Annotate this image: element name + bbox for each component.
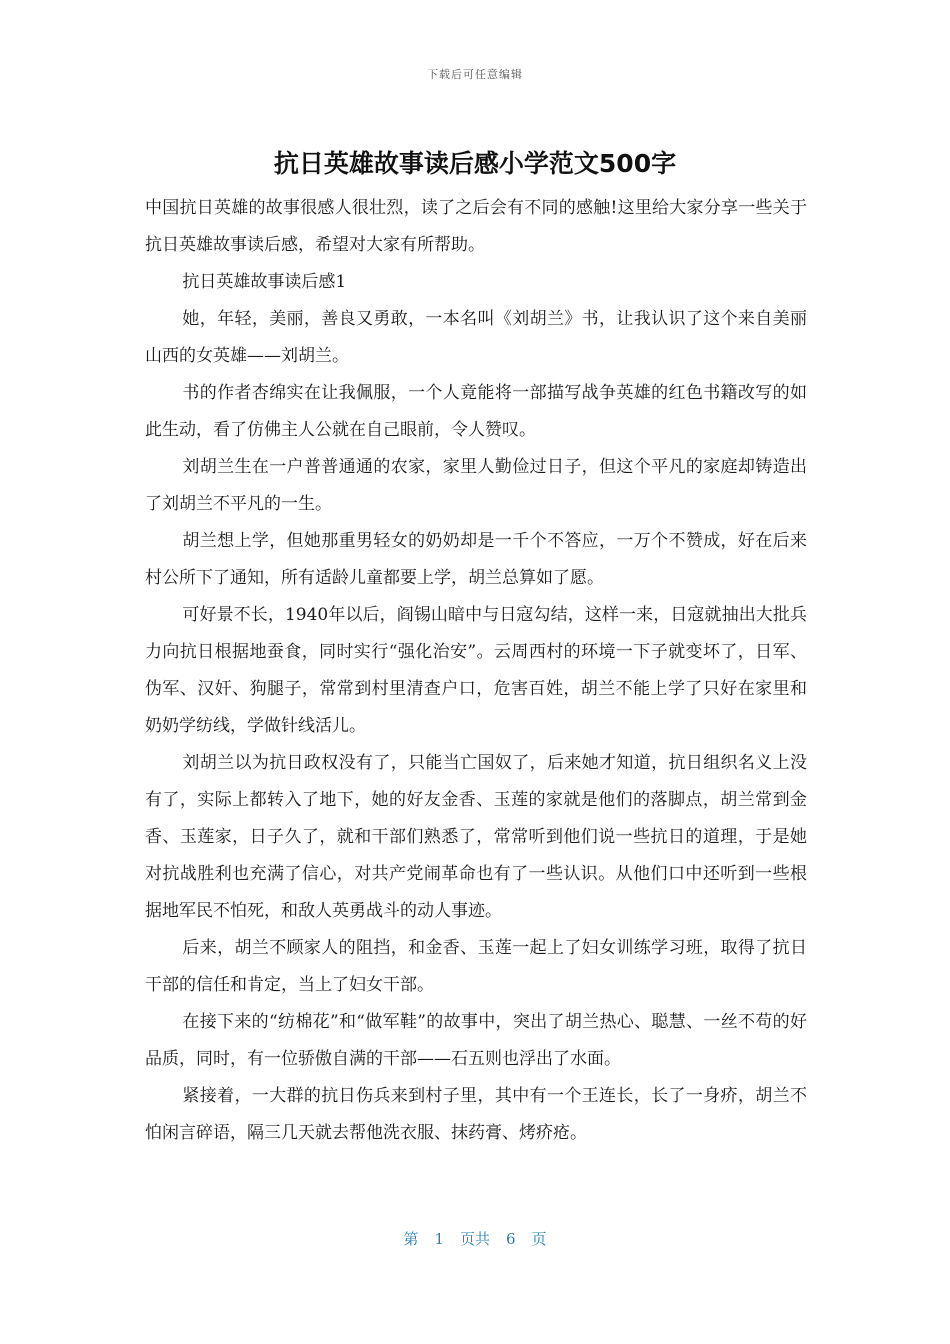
body-paragraph: 刘胡兰以为抗日政权没有了，只能当亡国奴了，后来她才知道，抗日组织名义上没有了，实际上都转入了地下，她的好友金香、玉莲的家就是他们的落脚点，胡兰常到金香、玉莲家，日子久了，就和干部们熟悉了，常常听到他们说一些抗日的道理，于是她对抗战胜利也充满了信心，对共产党闹革命也有了一些认识。从他们口中还听到一些根据地军民不怕死，和敌人英勇战斗的动人事迹。 <box>145 753 807 921</box>
document-body <box>145 190 807 1152</box>
body-paragraph: 后来，胡兰不顾家人的阻挡，和金香、玉莲一起上了妇女训练学习班，取得了抗日干部的信任和肯定，当上了妇女干部。 <box>145 938 807 995</box>
page-footer <box>0 1228 950 1249</box>
body-paragraph: 她，年轻，美丽，善良又勇敢，一本名叫《刘胡兰》书，让我认识了这个来自美丽山西的女英雄——刘胡兰。 <box>145 309 807 366</box>
intro-paragraph: 中国抗日英雄的故事很感人很壮烈，读了之后会有不同的感触!这里给大家分享一些关于抗日英雄故事读后感，希望对大家有所帮助。 <box>145 198 807 255</box>
header-note: 下载后可任意编辑 <box>427 68 523 81</box>
page-suffix: 页 <box>531 1230 547 1248</box>
body-paragraph: 可好景不长，1940年以后，阎锡山暗中与日寇勾结，这样一来，日寇就抽出大批兵力向抗日根据地蚕食，同时实行“强化治安”。云周西村的环境一下子就变坏了，日军、伪军、汉奸、狗腿子，常常到村里清查户口，危害百姓，胡兰不能上学了只好在家里和奶奶学纺线，学做针线活儿。 <box>145 605 807 736</box>
section-heading: 抗日英雄故事读后感1 <box>182 272 347 292</box>
document-title: 抗日英雄故事读后感小学范文500字 <box>273 149 677 178</box>
body-paragraph: 胡兰想上学，但她那重男轻女的奶奶却是一千个不答应，一万个不赞成，好在后来村公所下了通知，所有适龄儿童都要上学，胡兰总算如了愿。 <box>145 531 807 588</box>
body-paragraph: 紧接着，一大群的抗日伤兵来到村子里，其中有一个王连长，长了一身疥，胡兰不怕闲言碎语，隔三几天就去帮他洗衣服、抹药膏、烤疥疮。 <box>145 1086 807 1143</box>
page-total: 6 <box>506 1230 516 1248</box>
body-paragraph: 刘胡兰生在一户普普通通的农家，家里人勤俭过日子，但这个平凡的家庭却铸造出了刘胡兰不平凡的一生。 <box>145 457 807 514</box>
body-paragraph: 在接下来的“纺棉花”和“做军鞋”的故事中，突出了胡兰热心、聪慧、一丝不苟的好品质，同时，有一位骄傲自满的干部——石五则也浮出了水面。 <box>145 1012 807 1069</box>
body-paragraph: 书的作者杏绵实在让我佩服，一个人竟能将一部描写战争英雄的红色书籍改写的如此生动，看了仿佛主人公就在自己眼前，令人赞叹。 <box>145 383 807 440</box>
page-number: 1 <box>434 1230 444 1248</box>
page-middle: 页共 <box>459 1230 490 1248</box>
page-prefix: 第 <box>403 1230 419 1248</box>
